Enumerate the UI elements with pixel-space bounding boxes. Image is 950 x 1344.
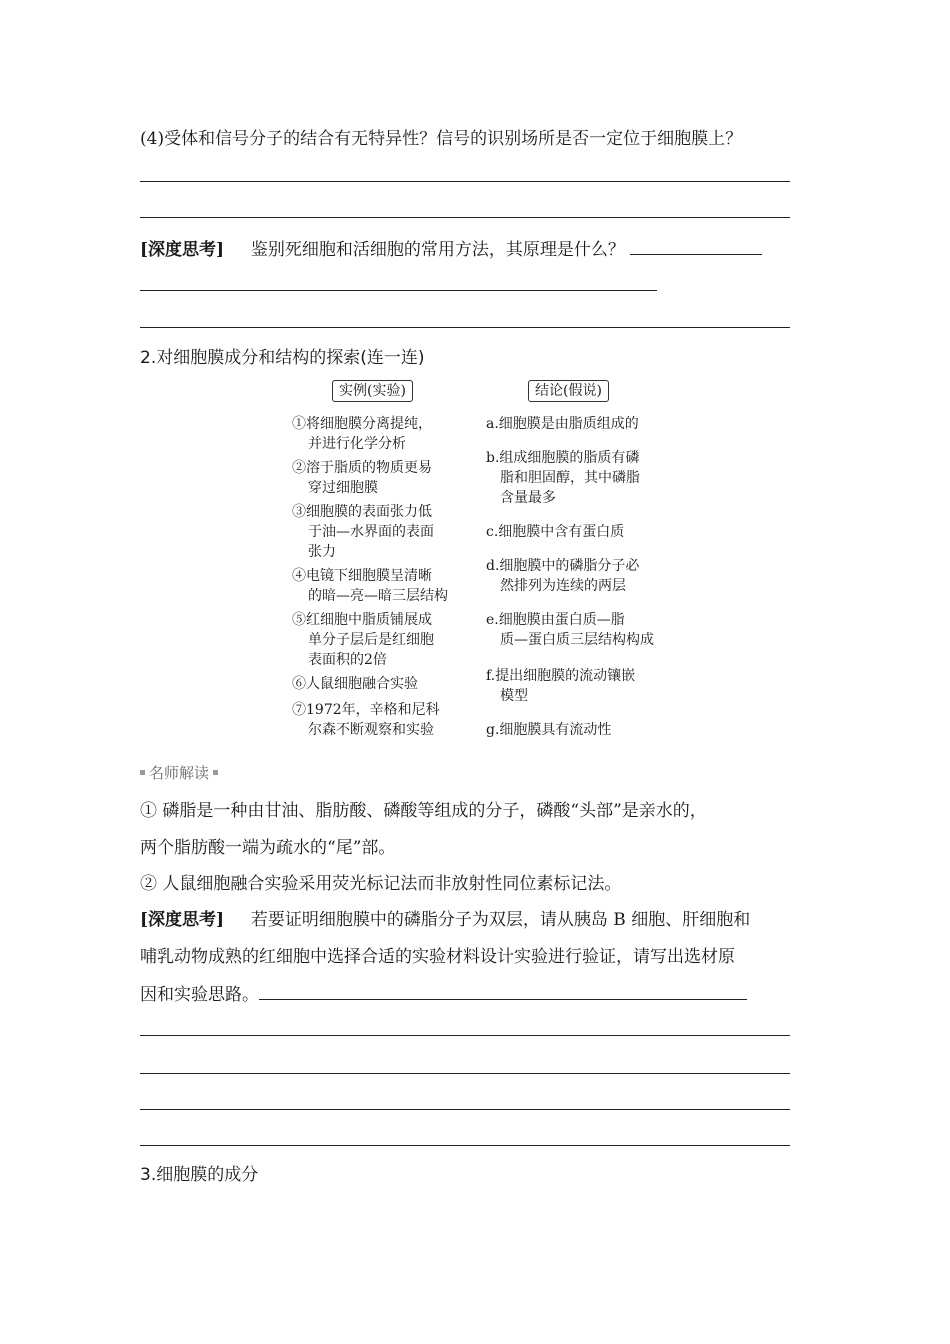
deep-thinking-2-line-3: 因和实验思路。 (140, 983, 747, 1006)
left-item-5[interactable]: ⑤红细胞中脂质铺展成 单分子层后是红细胞 表面积的2倍 (292, 612, 434, 668)
answer-line[interactable] (140, 290, 657, 291)
right-item-f[interactable]: f.提出细胞膜的流动镶嵌 模型 (486, 668, 636, 704)
matching-figure (280, 378, 670, 748)
teacher-note-1-line-1: ① 磷脂是一种由甘油、脂肪酸、磷酸等组成的分子，磷酸“头部”是亲水的， (140, 801, 707, 821)
right-item-c[interactable]: c.细胞膜中含有蛋白质 (486, 524, 625, 540)
answer-blank[interactable] (259, 983, 747, 1000)
section-3-title: 3.细胞膜的成分 (140, 1165, 259, 1185)
right-item-d[interactable]: d.细胞膜中的磷脂分子必 然排列为连续的两层 (486, 558, 640, 594)
left-item-7[interactable]: ⑦1972年，辛格和尼科 尔森不断观察和实验 (292, 702, 440, 738)
left-item-4[interactable]: ④电镜下细胞膜呈清晰 的暗—亮—暗三层结构 (292, 568, 448, 604)
right-item-b[interactable]: b.组成细胞膜的脂质有磷 脂和胆固醇，其中磷脂 含量最多 (486, 450, 640, 506)
answer-line[interactable] (140, 181, 790, 182)
right-item-g[interactable]: g.细胞膜具有流动性 (486, 722, 612, 738)
square-bullet-icon (213, 770, 218, 775)
deep-thinking-tag: [深度思考] (140, 240, 225, 260)
teacher-note-1-line-2: 两个脂肪酸一端为疏水的“尾”部。 (140, 838, 396, 858)
deep-thinking-2-line-1: [深度思考] 若要证明细胞膜中的磷脂分子为双层，请从胰岛 B 细胞、肝细胞和 (140, 910, 751, 930)
answer-line[interactable] (140, 217, 790, 218)
left-item-1[interactable]: ①将细胞膜分离提纯， 并进行化学分析 (292, 416, 432, 452)
right-item-e[interactable]: e.细胞膜由蛋白质—脂 质—蛋白质三层结构构成 (486, 612, 654, 648)
left-item-6[interactable]: ⑥人鼠细胞融合实验 (292, 676, 418, 692)
right-header: 结论(假说) (528, 380, 609, 402)
answer-line[interactable] (140, 327, 790, 328)
deep-thinking-tag: [深度思考] (140, 910, 225, 930)
answer-line[interactable] (140, 1109, 790, 1110)
deep-thinking-1 (140, 238, 762, 261)
deep-thinking-question: 鉴别死细胞和活细胞的常用方法，其原理是什么？ (250, 240, 625, 260)
left-item-3[interactable]: ③细胞膜的表面张力低 于油—水界面的表面 张力 (292, 504, 434, 560)
answer-line[interactable] (140, 1145, 790, 1146)
left-header: 实例(实验) (332, 380, 413, 402)
teacher-notes-tag: 名师解读 (140, 762, 218, 783)
right-item-a[interactable]: a.细胞膜是由脂质组成的 (486, 416, 639, 432)
answer-line[interactable] (140, 1073, 790, 1074)
deep-thinking-2-line-2: 哺乳动物成熟的红细胞中选择合适的实验材料设计实验进行验证，请写出选材原 (140, 947, 735, 967)
answer-line[interactable] (140, 1035, 790, 1036)
answer-blank[interactable] (630, 238, 762, 255)
square-bullet-icon (140, 770, 145, 775)
teacher-note-2: ② 人鼠细胞融合实验采用荧光标记法而非放射性同位素标记法。 (140, 874, 622, 894)
section-2-title: 2.对细胞膜成分和结构的探索(连一连) (140, 348, 425, 368)
left-item-2[interactable]: ②溶于脂质的物质更易 穿过细胞膜 (292, 460, 432, 496)
question-4: (4)受体和信号分子的结合有无特异性？信号的识别场所是否一定位于细胞膜上？ (140, 129, 743, 149)
